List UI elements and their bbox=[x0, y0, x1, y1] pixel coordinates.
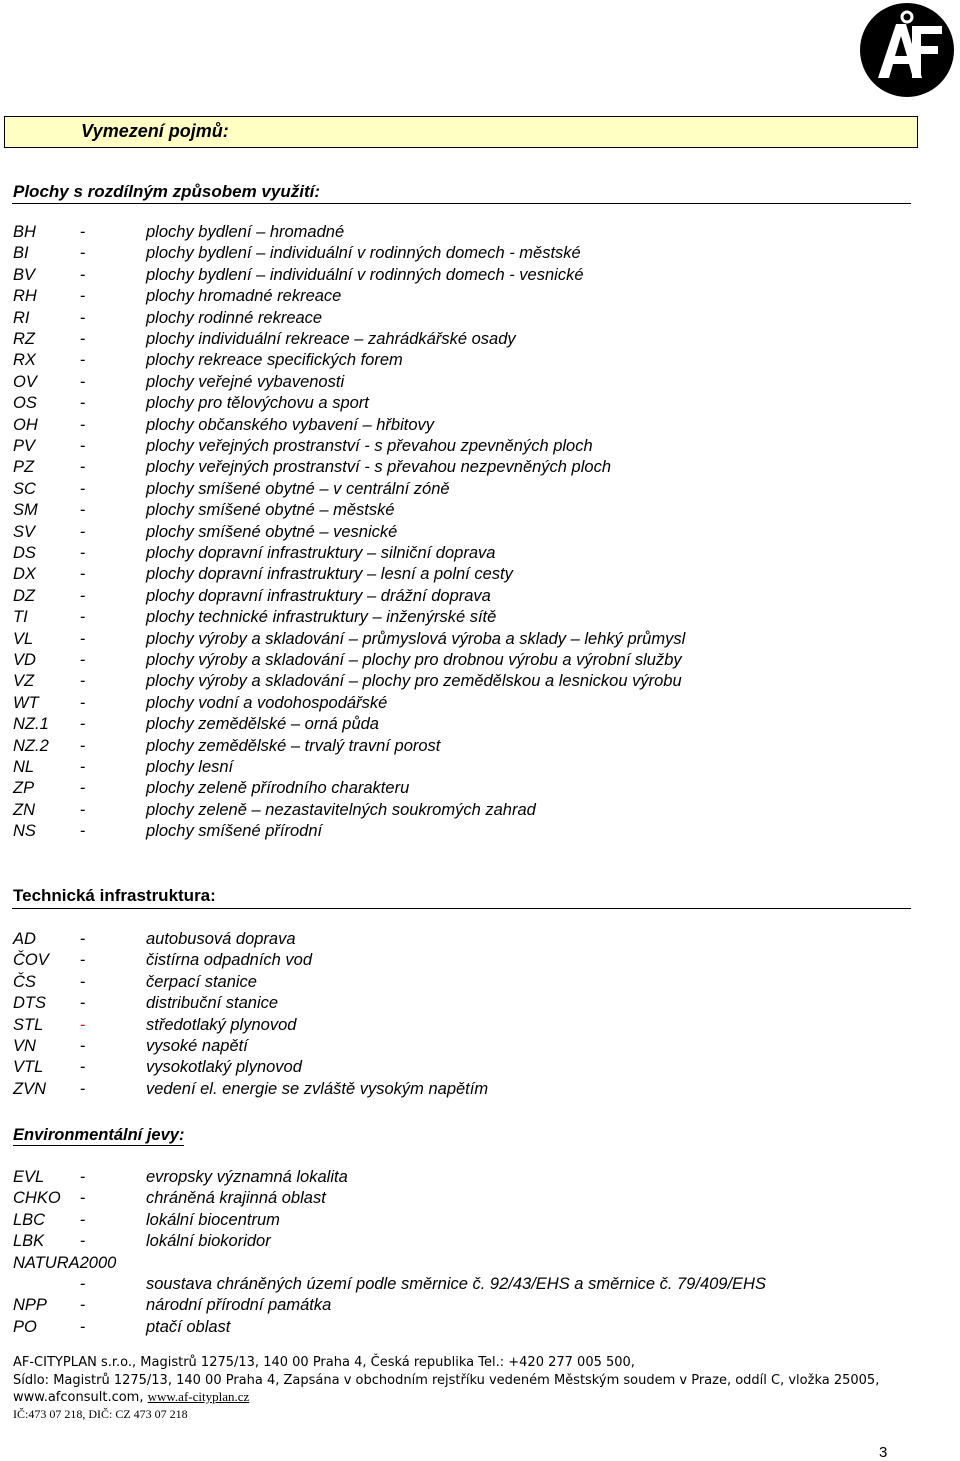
definition-code: NZ.1 bbox=[13, 715, 49, 734]
definition-dash: - bbox=[80, 994, 86, 1013]
definition-text: plochy rekreace specifických forem bbox=[146, 351, 403, 370]
definition-text: plochy lesní bbox=[146, 758, 234, 776]
definition-code: VL bbox=[13, 629, 34, 648]
definition-code: RX bbox=[13, 351, 36, 370]
definition-code: PV bbox=[13, 437, 36, 455]
definition-code: BH bbox=[13, 223, 36, 241]
definition-code: OS bbox=[13, 394, 37, 413]
definition-code: WT bbox=[13, 693, 39, 712]
definition-text: plochy dopravní infrastruktury – drážní doprava bbox=[146, 586, 491, 605]
definition-text: plochy individuální rekreace – zahrádkářské osady bbox=[146, 330, 516, 348]
definition-dash: - bbox=[80, 1317, 86, 1336]
definition-dash: - bbox=[80, 1058, 86, 1077]
definition-dash: - bbox=[80, 1079, 86, 1098]
definition-dash: - bbox=[80, 1037, 86, 1055]
definition-text: autobusová doprava bbox=[146, 930, 296, 948]
definition-code: NL bbox=[13, 758, 35, 776]
tech-infra-heading: Technická infrastruktura: bbox=[13, 886, 216, 905]
definition-code: PO bbox=[13, 1317, 37, 1336]
definition-text: vysokotlaký plynovod bbox=[146, 1058, 302, 1077]
definition-text: chráněná krajinná oblast bbox=[146, 1189, 326, 1208]
definition-text: národní přírodní památka bbox=[146, 1296, 332, 1315]
definition-dash: - bbox=[80, 244, 86, 263]
title-bar bbox=[4, 116, 918, 148]
definition-text: lokální biokoridor bbox=[146, 1232, 271, 1251]
definition-text: plochy pro tělovýchovu a sport bbox=[146, 394, 369, 413]
definition-text: plochy dopravní infrastruktury – lesní a polní cesty bbox=[146, 565, 513, 584]
footer-ids: IČ:473 07 218, DIČ: CZ 473 07 218 bbox=[13, 1407, 188, 1421]
definition-code: PZ bbox=[13, 458, 35, 477]
definition-dash: - bbox=[80, 1189, 86, 1208]
definition-code: SC bbox=[13, 479, 36, 498]
definition-dash: - bbox=[80, 1210, 86, 1229]
definition-code: SV bbox=[13, 522, 36, 541]
definition-text: plochy vodní a vodohospodářské bbox=[146, 693, 388, 712]
definition-text: plochy občanského vybavení – hřbitovy bbox=[146, 415, 435, 434]
definition-code: NATURA2000 bbox=[13, 1253, 117, 1272]
definition-text: plochy zeleně přírodního charakteru bbox=[146, 779, 410, 798]
definition-dash: - bbox=[80, 651, 86, 669]
definition-text: plochy technické infrastruktury – inženýrské sítě bbox=[146, 608, 497, 627]
definition-code: DX bbox=[13, 565, 36, 584]
footer-url-afconsult[interactable]: www.afconsult.com bbox=[13, 1390, 140, 1405]
definition-text: plochy výroby a skladování – průmyslová výroba a sklady – lehký průmysl bbox=[146, 629, 686, 648]
af-logo bbox=[856, 0, 958, 100]
definition-code: LBK bbox=[13, 1232, 45, 1251]
definition-text: plochy bydlení – hromadné bbox=[146, 223, 345, 241]
definition-dash: - bbox=[80, 544, 86, 562]
definition-dash: - bbox=[80, 930, 86, 948]
definition-code: OH bbox=[13, 415, 38, 434]
definition-dash: - bbox=[80, 415, 86, 434]
definition-dash: - bbox=[80, 1275, 86, 1293]
definition-code: ZVN bbox=[13, 1079, 46, 1098]
definition-text: plochy smíšené přírodní bbox=[146, 822, 323, 841]
definition-code: ČS bbox=[13, 972, 36, 991]
definition-text: evropsky významná lokalita bbox=[146, 1168, 348, 1186]
definition-code: ZN bbox=[13, 800, 35, 819]
definition-dash: - bbox=[80, 586, 86, 605]
definition-code: VTL bbox=[13, 1058, 44, 1077]
definition-code: NS bbox=[13, 822, 36, 841]
definition-text: plochy smíšené obytné – v centrální zóně bbox=[146, 479, 450, 498]
definition-dash: - bbox=[80, 565, 86, 584]
definition-code: EVL bbox=[13, 1168, 45, 1186]
definition-dash: - bbox=[80, 265, 86, 284]
definition-text: plochy zemědělské – orná půda bbox=[146, 715, 379, 734]
definition-code: RI bbox=[13, 308, 30, 327]
definition-text: plochy veřejných prostranství - s převahou nezpevněných ploch bbox=[146, 458, 612, 477]
definition-dash: - bbox=[80, 736, 86, 755]
definition-code: BI bbox=[13, 244, 29, 263]
definition-dash: - bbox=[80, 522, 86, 541]
definition-dash: - bbox=[80, 1015, 86, 1034]
definition-text: plochy bydlení – individuální v rodinných domech - vesnické bbox=[146, 265, 584, 284]
definition-dash: - bbox=[80, 1168, 86, 1186]
definition-code: RH bbox=[13, 287, 37, 306]
definition-text: plochy výroby a skladování – plochy pro zemědělskou a lesnickou výrobu bbox=[146, 672, 682, 691]
definition-dash: - bbox=[80, 394, 86, 413]
definition-dash: - bbox=[80, 223, 86, 241]
definition-code: VZ bbox=[13, 672, 35, 691]
definition-text: vedení el. energie se zvláště vysokým napětím bbox=[146, 1079, 489, 1098]
environment-heading: Environmentální jevy: bbox=[13, 1126, 185, 1144]
page-number: 3 bbox=[879, 1444, 888, 1461]
definition-text: plochy hromadné rekreace bbox=[146, 287, 342, 306]
definition-dash: - bbox=[80, 822, 86, 841]
land-use-rule bbox=[12, 203, 911, 204]
definition-code: DZ bbox=[13, 586, 35, 605]
page-title: Vymezení pojmů: bbox=[81, 121, 229, 141]
footer-urls bbox=[13, 1389, 249, 1406]
definition-text: vysoké napětí bbox=[146, 1037, 248, 1055]
definition-code: ZP bbox=[13, 779, 35, 798]
definition-dash: - bbox=[80, 437, 86, 455]
definition-dash: - bbox=[80, 372, 86, 391]
definition-text: plochy zeleně – nezastavitelných soukromých zahrad bbox=[146, 800, 536, 819]
definition-text: ptačí oblast bbox=[146, 1317, 231, 1336]
definition-code: DTS bbox=[13, 994, 46, 1013]
definition-dash: - bbox=[80, 800, 86, 819]
definition-text: středotlaký plynovod bbox=[146, 1015, 297, 1034]
definition-text: plochy zemědělské – trvalý travní porost bbox=[146, 736, 441, 755]
definition-code: VN bbox=[13, 1037, 36, 1055]
footer-url-separator: , bbox=[139, 1390, 148, 1405]
definition-code: LBC bbox=[13, 1210, 46, 1229]
definition-code: TI bbox=[13, 608, 28, 627]
definition-code: VD bbox=[13, 651, 36, 669]
footer-seat-line: Sídlo: Magistrů 1275/13, 140 00 Praha 4, Zapsána v obchodním rejstříku vedeném Městským soudem v Praze, oddíl C, vložka 25005, bbox=[13, 1373, 880, 1388]
definition-dash: - bbox=[80, 351, 86, 370]
definition-dash: - bbox=[80, 779, 86, 798]
definition-text: plochy výroby a skladování – plochy pro drobnou výrobu a výrobní služby bbox=[146, 651, 682, 669]
tech-infra-rule bbox=[12, 908, 911, 909]
definition-code: STL bbox=[13, 1015, 44, 1034]
definition-dash: - bbox=[80, 458, 86, 477]
definition-code: OV bbox=[13, 372, 37, 391]
definition-code: AD bbox=[13, 930, 36, 948]
definition-text: plochy dopravní infrastruktury – silniční doprava bbox=[146, 544, 496, 562]
definition-text: distribuční stanice bbox=[146, 994, 279, 1013]
definition-text: plochy bydlení – individuální v rodinných domech - městské bbox=[146, 244, 581, 263]
definition-text: plochy smíšené obytné – vesnické bbox=[146, 522, 398, 541]
definition-text: plochy smíšené obytné – městské bbox=[146, 501, 395, 520]
definition-code: DS bbox=[13, 544, 36, 562]
definition-dash: - bbox=[80, 972, 86, 991]
definition-code: RZ bbox=[13, 330, 35, 348]
definition-dash: - bbox=[80, 629, 86, 648]
definition-dash: - bbox=[80, 1232, 86, 1251]
definition-dash: - bbox=[80, 951, 86, 970]
definition-text: čistírna odpadních vod bbox=[146, 951, 313, 970]
definition-dash: - bbox=[80, 501, 86, 520]
definition-text: soustava chráněných území podle směrnice č. 92/43/EHS a směrnice č. 79/409/EHS bbox=[146, 1275, 766, 1293]
definition-text: plochy veřejné vybavenosti bbox=[146, 372, 345, 391]
definition-text: lokální biocentrum bbox=[146, 1210, 280, 1229]
definition-text: plochy veřejných prostranství - s převahou zpevněných ploch bbox=[146, 437, 593, 455]
definition-dash: - bbox=[80, 608, 86, 627]
definition-code: BV bbox=[13, 265, 36, 284]
definition-code: ČOV bbox=[13, 951, 49, 970]
definition-dash: - bbox=[80, 715, 86, 734]
definition-dash: - bbox=[80, 330, 86, 348]
definition-dash: - bbox=[80, 758, 86, 776]
definition-code: NZ.2 bbox=[13, 736, 49, 755]
definition-dash: - bbox=[80, 287, 86, 306]
definition-dash: - bbox=[80, 672, 86, 691]
definition-code: CHKO bbox=[13, 1189, 61, 1208]
definition-dash: - bbox=[80, 693, 86, 712]
footer-company-line: AF-CITYPLAN s.r.o., Magistrů 1275/13, 140 00 Praha 4, Česká republika Tel.: +420 277 005 500, bbox=[13, 1355, 635, 1370]
definition-dash: - bbox=[80, 308, 86, 327]
definition-text: čerpací stanice bbox=[146, 972, 257, 991]
definition-dash: - bbox=[80, 1296, 86, 1315]
footer-url-cityplan[interactable]: www.af-cityplan.cz bbox=[147, 1389, 250, 1404]
definition-code: NPP bbox=[13, 1296, 47, 1315]
definition-code: SM bbox=[13, 501, 38, 520]
definition-text: plochy rodinné rekreace bbox=[146, 308, 323, 327]
definition-dash: - bbox=[80, 479, 86, 498]
land-use-heading: Plochy s rozdílným způsobem využití: bbox=[13, 182, 320, 201]
